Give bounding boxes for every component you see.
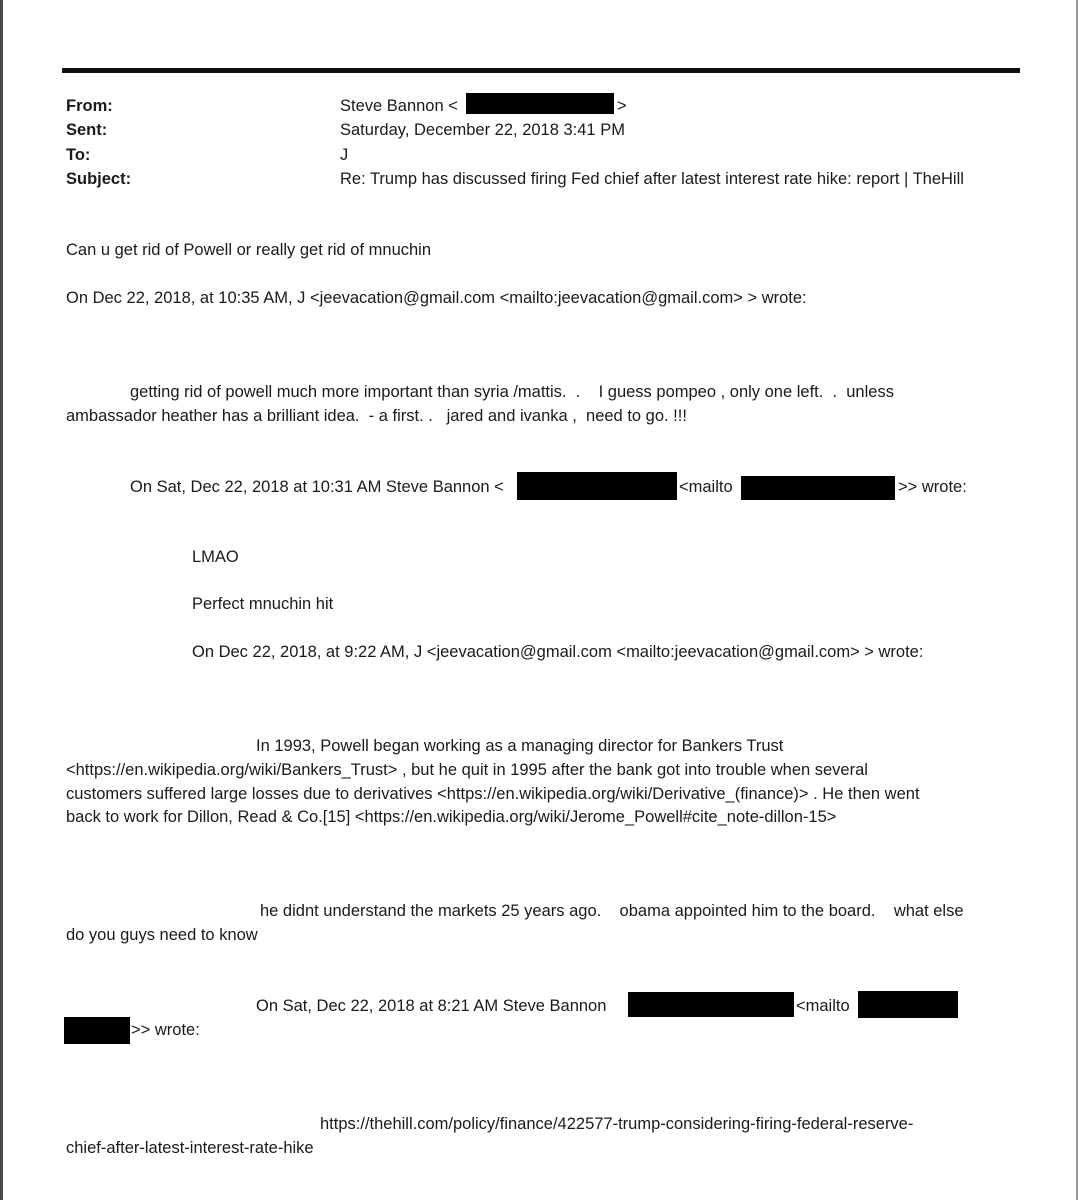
url-line-2: chief-after-latest-interest-rate-hike <box>66 1139 314 1157</box>
wiki-quote-line-2: <https://en.wikipedia.org/wiki/Bankers_Trust> , but he quit in 1995 after the bank got into trouble when several <box>66 761 868 779</box>
redaction-bannon-mailto-1 <box>741 476 895 500</box>
redaction-bannon-email-2 <box>628 992 794 1017</box>
from-label: From: <box>66 97 113 115</box>
redaction-bannon-email-1 <box>517 472 677 500</box>
reply-lmao: LMAO <box>192 548 239 566</box>
redaction-from-email <box>466 93 614 114</box>
bannon-1-mailto: <mailto <box>679 478 733 496</box>
to-value: J <box>340 146 349 164</box>
bannon-2-suffix: >> wrote: <box>131 1021 200 1039</box>
message-line-1: Can u get rid of Powell or really get rid of mnuchin <box>66 241 432 259</box>
redaction-bannon-mailto-2b <box>64 1017 130 1044</box>
page-left-border <box>0 0 3 1200</box>
subject-label: Subject: <box>66 170 132 188</box>
quote-header-bannon-2: On Sat, Dec 22, 2018 at 8:21 AM Steve Bannon <box>256 997 607 1015</box>
quote-header-j-1: On Dec 22, 2018, at 10:35 AM, J <jeevacation@gmail.com <mailto:jeevacation@gmail.com> > wrote: <box>66 289 807 307</box>
quote-header-j-2: On Dec 22, 2018, at 9:22 AM, J <jeevacation@gmail.com <mailto:jeevacation@gmail.com> > wrote: <box>192 643 924 661</box>
wiki-quote-line-4: back to work for Dillon, Read & Co.[15] <https://en.wikipedia.org/wiki/Jerome_Powell#cite_note-dillon-15> <box>66 808 837 826</box>
paragraph-1-line-2: ambassador heather has a brilliant idea. - a first. . jared and ivanka , need to go. !!! <box>66 407 687 425</box>
reply-perfect-mnuchin-hit: Perfect mnuchin hit <box>192 595 334 613</box>
header-rule <box>62 68 1020 73</box>
sent-label: Sent: <box>66 121 108 139</box>
from-value: Steve Bannon < <box>340 97 458 115</box>
from-close: > <box>617 97 627 115</box>
wiki-quote-line-1: In 1993, Powell began working as a managing director for Bankers Trust <box>256 737 784 755</box>
paragraph-1-line-1: getting rid of powell much more important than syria /mattis. . I guess pompeo , only one left. . unless <box>130 383 894 401</box>
wiki-quote-line-3: customers suffered large losses due to derivatives <https://en.wikipedia.org/wiki/Derivative_(finance)> . He then went <box>66 785 920 803</box>
redaction-bannon-mailto-2a <box>858 991 958 1018</box>
bannon-1-suffix: >> wrote: <box>898 478 967 496</box>
url-line-1: https://thehill.com/policy/finance/422577-trump-considering-firing-federal-reserve- <box>320 1115 914 1133</box>
quote-header-bannon-1: On Sat, Dec 22, 2018 at 10:31 AM Steve Bannon < <box>130 478 504 496</box>
bannon-2-mailto: <mailto <box>796 997 850 1015</box>
markets-line-2: do you guys need to know <box>66 926 258 944</box>
to-label: To: <box>66 146 91 164</box>
markets-line-1: he didnt understand the markets 25 years ago. obama appointed him to the board. what else <box>260 902 964 920</box>
sent-value: Saturday, December 22, 2018 3:41 PM <box>340 121 625 139</box>
subject-value: Re: Trump has discussed firing Fed chief after latest interest rate hike: report | TheHill <box>340 170 964 188</box>
